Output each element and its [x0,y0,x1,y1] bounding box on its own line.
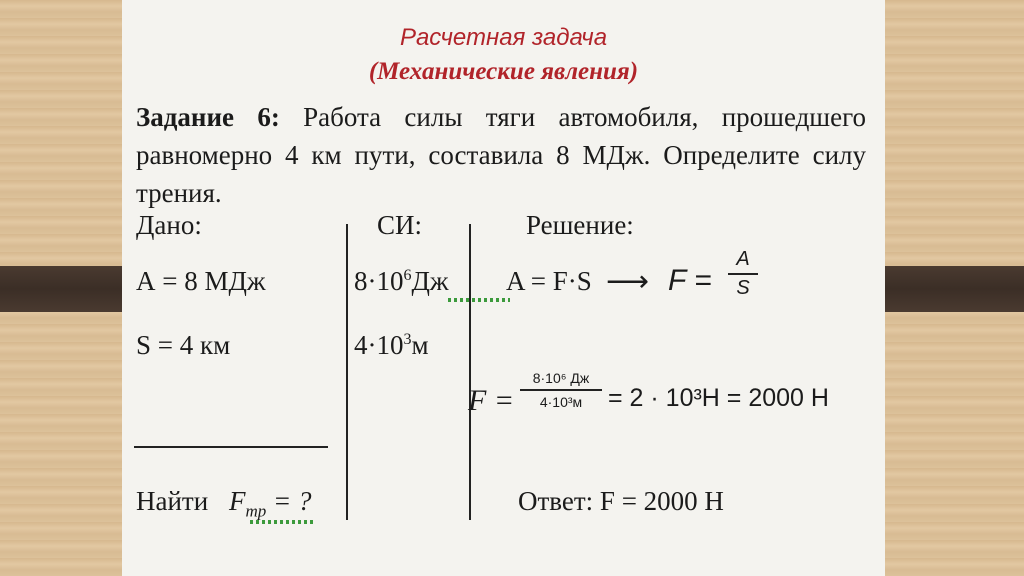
solution-header: Решение: [526,210,634,240]
si-distance-unit: м [411,330,429,360]
slide-title: Расчетная задача [399,24,608,51]
divider-si-solution [469,224,471,520]
given-header: Дано: [136,210,202,240]
calc-numerator: 8·10⁶ Дж [532,370,590,386]
work-formula: A = F·S [506,266,592,296]
answer: Ответ: F = 2000 Н [518,486,724,516]
task-label: Задание 6: [136,102,280,132]
fraction-numerator: A [736,248,750,270]
given-distance: S = 4 км [136,330,231,360]
arrow-icon: ⟶ [606,265,650,298]
calc-lhs: F = [468,384,515,417]
force-formula-fraction [728,248,758,300]
find-label: Найти [136,486,209,516]
si-header: СИ: [377,210,423,240]
si-distance [354,330,429,361]
find-question: = ? [266,486,312,516]
divider-given-si [346,224,348,520]
spellcheck-underline [250,520,314,524]
fraction-bar [728,273,758,275]
si-work [354,266,449,297]
force-formula-lhs: F = [668,264,712,297]
task-text: Работа силы тяги автомобиля, прошедшего равномерно 4 км пути, составила 8 МДж. Определите силу трения. [136,102,866,208]
si-distance-base: 4·10 [354,330,404,360]
si-work-exp: 6 [403,267,412,284]
task-statement [136,98,866,212]
find-variable: F [228,486,246,516]
given-underline [134,446,328,448]
si-distance-exp: 3 [403,331,412,348]
spellcheck-underline [448,298,510,302]
si-work-unit: Дж [411,266,449,296]
calc-fraction [520,370,602,410]
fraction-denominator: S [736,277,750,299]
calc-denominator: 4·10³м [539,394,583,410]
slide-paper [122,0,885,576]
calc-result: = 2 · 10³Н = 2000 Н [608,384,829,412]
find-subscript: тр [245,501,267,521]
find-line [136,486,311,521]
calc-fraction-bar [520,389,602,391]
si-work-base: 8·10 [354,266,404,296]
slide-subtitle: (Механические явления) [368,58,639,85]
given-work: А = 8 МДж [136,266,266,296]
